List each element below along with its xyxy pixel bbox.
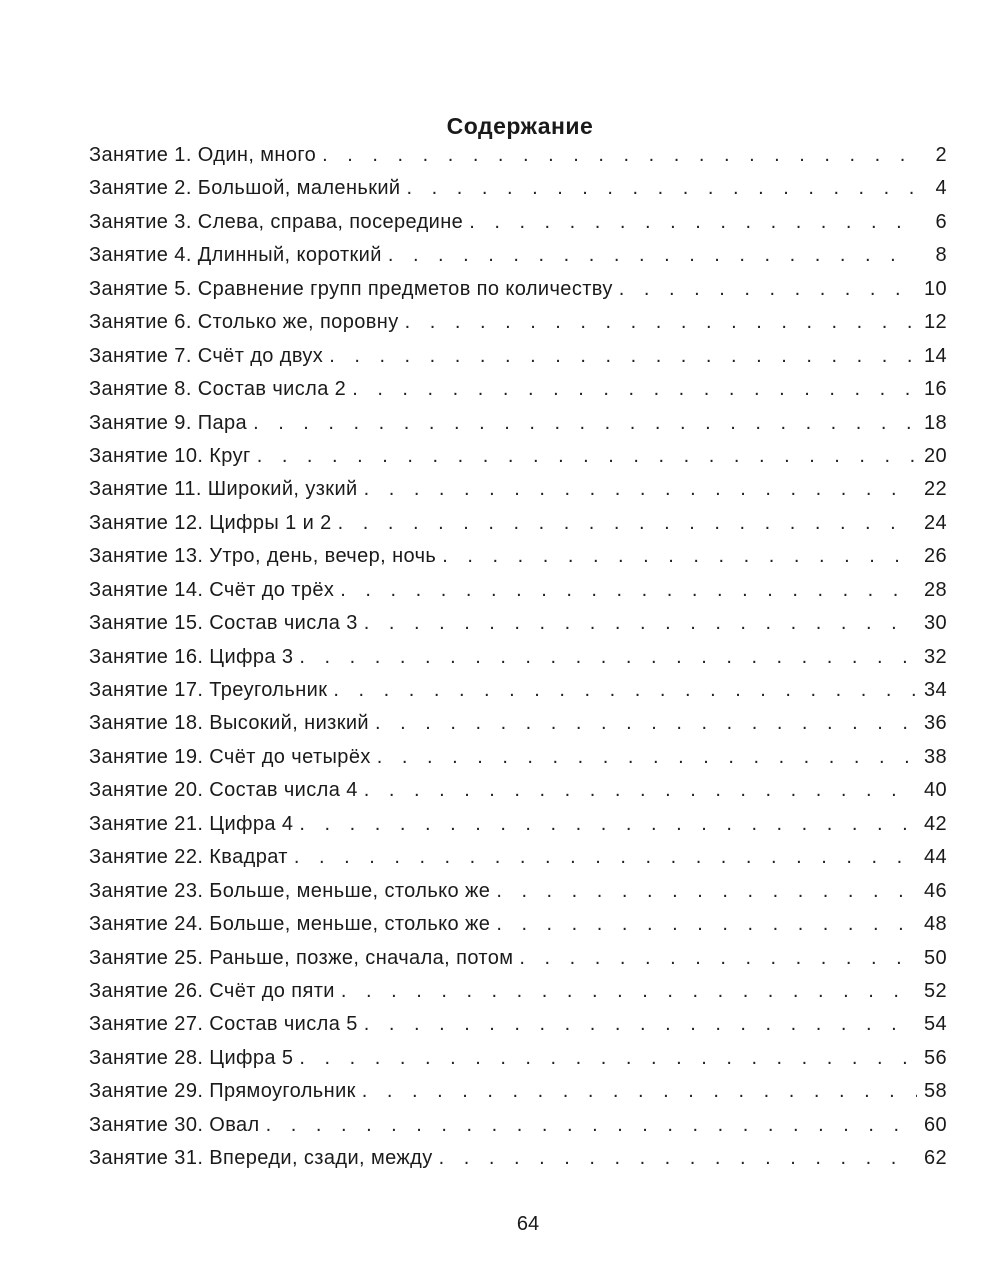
toc-entry-page: 34 [923,679,947,701]
toc-entry [89,880,947,913]
toc-entry-page: 58 [923,1080,947,1103]
toc-entry-label: Занятие 4. Длинный, короткий [89,244,382,267]
toc-entry-page: 52 [923,979,947,1002]
toc-entry-page: 30 [923,612,947,635]
toc-entry-leader-dots [253,412,917,435]
toc-entry [89,412,947,445]
toc-entry-label: Занятие 21. Цифра 4 [89,812,294,835]
toc-entry-leader-dots [294,846,917,869]
toc-entry-page: 60 [923,1113,947,1136]
page-title: Содержание [446,113,594,139]
toc-entry-label: Занятие 5. Сравнение групп предметов по количеству [89,277,613,300]
toc-entry-page: 12 [923,311,947,334]
toc-entry [89,144,947,177]
toc-entry-label: Занятие 10. Круг [89,444,251,467]
toc-entry-label: Занятие 9. Пара [89,411,248,434]
toc-entry-label: Занятие 15. Состав числа 3 [89,612,358,635]
toc-entry-label: Занятие 31. Впереди, сзади, между [89,1147,433,1170]
toc-entry-label: Занятие 24. Больше, меньше, столько же [89,913,491,936]
toc-entry [89,579,947,612]
toc-entry-page: 14 [923,344,947,367]
toc-entry [89,177,947,210]
table-of-contents [89,144,947,1181]
toc-entry-page: 32 [923,645,947,668]
toc-entry-leader-dots [257,445,917,468]
toc-entry-label: Занятие 27. Состав числа 5 [89,1013,358,1036]
toc-entry-label: Занятие 8. Состав числа 2 [89,378,347,401]
toc-entry-leader-dots [364,478,917,501]
toc-entry-label: Занятие 19. Счёт до четырёх [89,745,371,768]
toc-entry [89,211,947,244]
toc-entry [89,1114,947,1147]
toc-entry [89,1147,947,1180]
toc-entry-label: Занятие 6. Столько же, поровну [89,311,399,334]
toc-entry-page: 62 [923,1147,947,1170]
toc-entry-leader-dots [375,712,917,735]
toc-entry-leader-dots [364,779,917,802]
toc-entry [89,846,947,879]
toc-entry-page: 36 [923,712,947,735]
toc-entry-page: 38 [923,745,947,768]
toc-entry-label: Занятие 1. Один, много [89,144,317,166]
toc-entry-page: 54 [923,1013,947,1036]
toc-entry [89,679,947,712]
toc-entry-label: Занятие 18. Высокий, низкий [89,712,369,735]
toc-entry-label: Занятие 30. Овал [89,1113,260,1136]
toc-entry-page: 4 [935,177,947,200]
toc-entry-page: 20 [923,444,947,467]
toc-entry [89,478,947,511]
toc-entry-leader-dots [362,1080,917,1103]
toc-entry-page: 26 [923,545,947,568]
toc-entry-page: 16 [923,378,947,401]
toc-entry-leader-dots [338,512,917,535]
toc-entry-leader-dots [340,579,917,602]
toc-entry-page: 42 [923,812,947,835]
toc-entry-page: 18 [923,411,947,434]
toc-entry-label: Занятие 3. Слева, справа, посередине [89,210,464,233]
toc-entry-label: Занятие 25. Раньше, позже, сначала, потом [89,946,514,969]
toc-entry-label: Занятие 23. Больше, меньше, столько же [89,879,491,902]
toc-entry [89,1080,947,1113]
toc-entry [89,813,947,846]
toc-entry-leader-dots [299,646,917,669]
toc-entry-label: Занятие 14. Счёт до трёх [89,578,335,601]
toc-entry [89,746,947,779]
toc-entry-leader-dots [364,1013,917,1036]
toc-entry-leader-dots [496,913,917,936]
toc-entry [89,345,947,378]
toc-entry-page: 56 [923,1046,947,1069]
toc-entry [89,1047,947,1080]
toc-entry-label: Занятие 22. Квадрат [89,846,288,869]
toc-entry-leader-dots [333,679,917,702]
toc-entry-page: 46 [923,879,947,902]
toc-entry-label: Занятие 12. Цифры 1 и 2 [89,511,332,534]
toc-entry [89,378,947,411]
toc-entry-leader-dots [299,1047,917,1070]
toc-entry [89,311,947,344]
toc-entry-label: Занятие 29. Прямоугольник [89,1080,356,1103]
toc-entry [89,779,947,812]
toc-entry-leader-dots [439,1147,917,1170]
toc-entry-page: 44 [923,846,947,869]
toc-entry [89,612,947,645]
toc-entry-leader-dots [322,144,917,167]
toc-entry [89,445,947,478]
toc-entry-page: 10 [923,277,947,300]
toc-entry [89,913,947,946]
toc-entry-leader-dots [407,177,917,200]
toc-entry-leader-dots [299,813,917,836]
toc-entry-leader-dots [405,311,917,334]
toc-entry-page: 48 [923,913,947,936]
toc-entry-leader-dots [329,345,917,368]
toc-entry-leader-dots [266,1114,917,1137]
toc-entry [89,278,947,311]
toc-entry-label: Занятие 28. Цифра 5 [89,1046,294,1069]
toc-entry [89,980,947,1013]
toc-entry-leader-dots [341,980,917,1003]
toc-entry-leader-dots [442,545,917,568]
toc-entry-leader-dots [519,947,917,970]
toc-entry-label: Занятие 26. Счёт до пяти [89,979,335,1002]
toc-entry [89,712,947,745]
toc-entry-page: 24 [923,511,947,534]
toc-entry-leader-dots [496,880,917,903]
toc-entry [89,1013,947,1046]
toc-entry-leader-dots [352,378,917,401]
toc-entry-page: 50 [923,946,947,969]
toc-entry-label: Занятие 13. Утро, день, вечер, ночь [89,545,437,568]
toc-entry-label: Занятие 16. Цифра 3 [89,645,294,668]
toc-entry-leader-dots [619,278,917,301]
toc-entry [89,947,947,980]
toc-entry-page: 6 [935,210,947,233]
toc-entry-label: Занятие 2. Большой, маленький [89,177,401,200]
toc-entry [89,545,947,578]
toc-entry-label: Занятие 17. Треугольник [89,679,328,701]
toc-entry-label: Занятие 20. Состав числа 4 [89,779,358,802]
toc-entry-label: Занятие 7. Счёт до двух [89,344,324,367]
toc-entry-leader-dots [377,746,917,769]
toc-entry [89,512,947,545]
toc-entry-page: 8 [935,244,947,267]
toc-entry-leader-dots [388,244,917,267]
toc-entry-label: Занятие 11. Широкий, узкий [89,478,358,501]
toc-entry-leader-dots [469,211,917,234]
toc-entry-page: 22 [923,478,947,501]
toc-entry-page: 2 [935,144,947,166]
toc-entry-page: 40 [923,779,947,802]
toc-entry [89,244,947,277]
toc-entry-page: 28 [923,578,947,601]
toc-entry-leader-dots [364,612,917,635]
toc-entry [89,646,947,679]
page-number: 64 [516,1213,540,1235]
